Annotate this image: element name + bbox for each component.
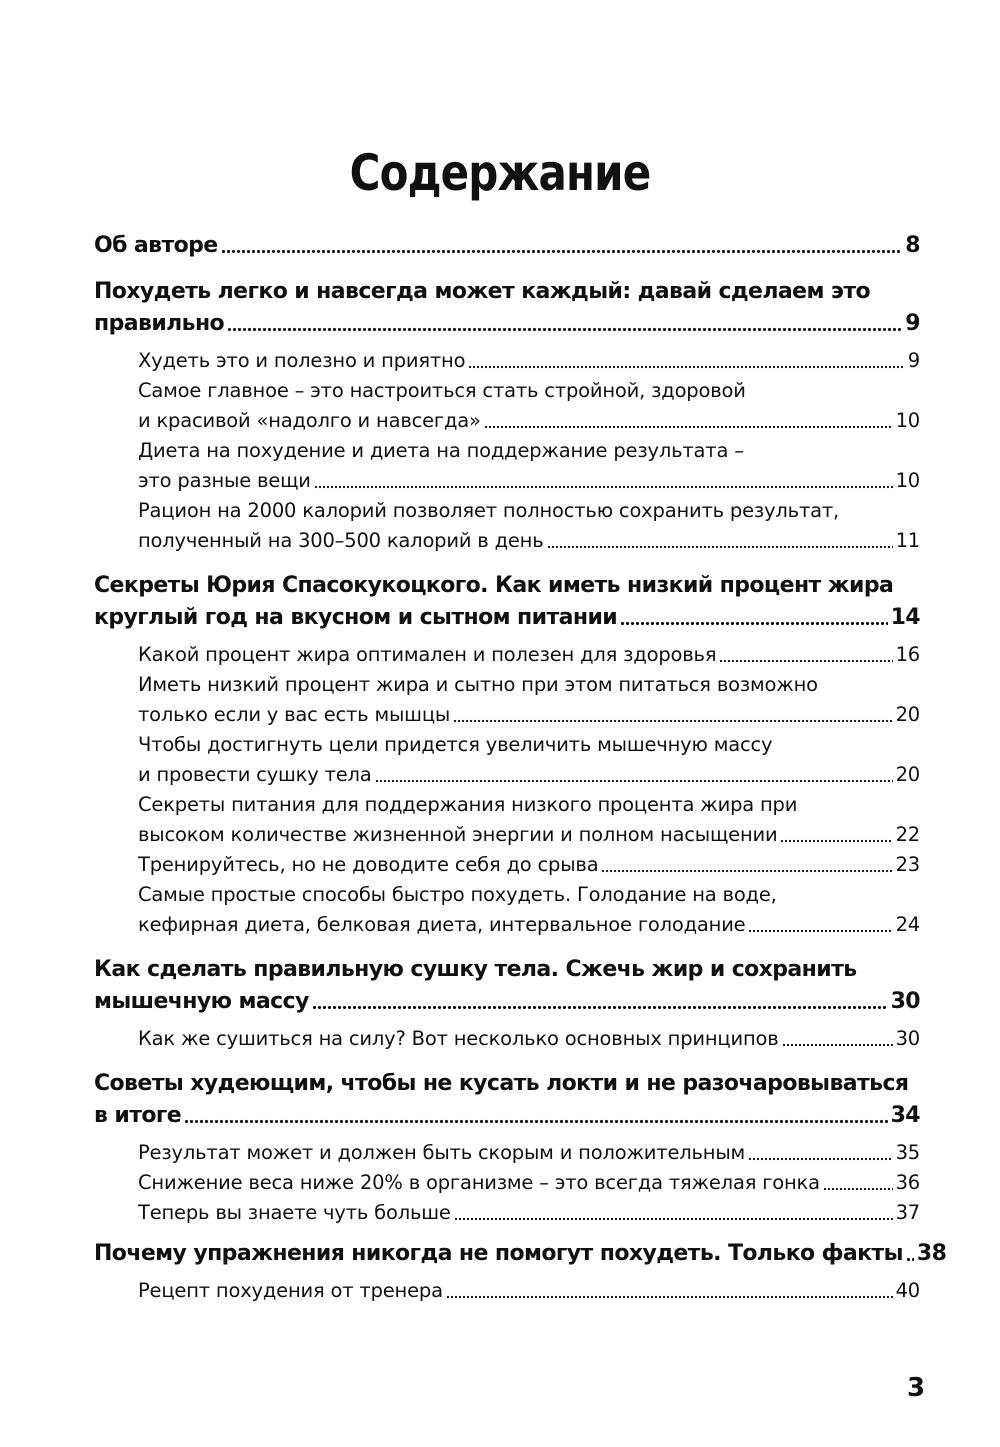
subsection-page-number: 9 [907,349,920,372]
subsection-entry [138,730,920,790]
subsection-title-text: только если у вас есть мышцы [138,703,451,726]
subsection-last-line [138,760,920,790]
subsection-entry [138,790,920,850]
subsection-last-line [138,346,920,376]
subsection-title-text: Какой процент жира оптимален и полезен для здоровья [138,643,717,666]
subsection-entry [138,670,920,730]
subsection-last-line [138,640,920,670]
page-title: Содержание [349,143,651,202]
subsection-title-line: Иметь низкий процент жира и сытно при этом питаться возможно [138,673,818,696]
chapter-page-number: 30 [890,989,920,1014]
chapter-last-line [94,1238,947,1270]
dot-leader [719,655,892,663]
chapter-page-number: 38 [916,1241,947,1266]
subsection-title-text: Рецепт похудения от тренера [138,1279,443,1302]
dot-leader [453,715,892,723]
chapter-page-number: 14 [890,605,920,630]
subsection-last-line [138,910,920,940]
dot-leader [375,775,893,783]
chapter-page-number: 9 [905,311,920,336]
chapter-title-line: Советы худеющим, чтобы не кусать локти и не разочаровываться [94,1071,909,1096]
subsection-page-number: 35 [895,1141,920,1164]
dot-leader [601,865,892,873]
subsection-entry [138,880,920,940]
subsection-entry [138,850,920,880]
dot-leader [780,835,892,843]
subsection-entry [138,1168,920,1198]
subsection-entry [138,640,920,670]
subsection-title-text: Худеть это и полезно и приятно [138,349,466,372]
subsection-page-number: 40 [895,1279,920,1302]
toc-chapter [94,1238,947,1306]
chapter-page-number: 34 [890,1103,920,1128]
subsection-last-line [138,1198,920,1228]
table-of-contents [94,230,947,1316]
subsection-page-number: 36 [895,1171,920,1194]
chapter-title-text: правильно [94,311,225,336]
chapter-title-text: Об авторе [94,233,218,258]
subsection-page-number: 37 [895,1201,920,1224]
dot-leader [547,541,893,549]
subsection-page-number: 24 [895,913,920,936]
subsection-entry [138,1276,920,1306]
subsection-entry [138,1138,920,1168]
subsection-last-line [138,850,920,880]
subsection-title-text: кефирная диета, белковая диета, интервальное голодание [138,913,746,936]
dot-leader [221,245,903,254]
toc-chapter [94,1064,920,1228]
chapter-title-text: мышечную массу [94,989,309,1014]
subsection-page-number: 11 [895,529,920,552]
subsection-page-number: 22 [895,823,920,846]
chapter-last-line [94,230,920,262]
chapter-entry [94,566,920,634]
chapter-entry [94,230,920,262]
chapter-title-line: Как сделать правильную сушку тела. Сжечь жир и сохранить [94,957,857,982]
toc-chapter [94,566,920,940]
subsection-list [94,640,920,940]
dot-leader [823,1183,893,1191]
page-number: 3 [907,1373,926,1403]
subsection-title-text: высоком количестве жизненной энергии и полном насыщении [138,823,778,846]
subsection-entry [138,496,920,556]
subsection-title-text: Теперь вы знаете чуть больше [138,1201,451,1224]
subsection-list [94,1276,920,1306]
chapter-last-line [94,602,920,634]
subsection-page-number: 10 [895,469,920,492]
dot-leader [446,1291,893,1299]
subsection-list [94,1024,920,1054]
dot-leader [468,361,904,369]
dot-leader [184,1115,888,1124]
subsection-last-line [138,466,920,496]
subsection-title-line: Рацион на 2000 калорий позволяет полностью сохранить результат, [138,499,840,522]
subsection-page-number: 10 [895,409,920,432]
dot-leader [227,323,902,332]
subsection-last-line [138,1168,920,1198]
dot-leader [748,1153,893,1161]
subsection-title-line: Самые простые способы быстро похудеть. Голодание на воде, [138,883,777,906]
subsection-title-text: и провести сушку тела [138,763,372,786]
subsection-title-line: Секреты питания для поддержания низкого процента жира при [138,793,798,816]
chapter-title-line: Похудеть легко и навсегда может каждый: давай сделаем это [94,279,871,304]
subsection-page-number: 16 [895,643,920,666]
subsection-last-line [138,1276,920,1306]
subsection-title-text: это разные вещи [138,469,311,492]
toc-chapter [94,272,920,556]
subsection-title-text: Тренируйтесь, но не доводите себя до срыва [138,853,599,876]
chapter-title-text: в итоге [94,1103,182,1128]
chapter-title-line: Секреты Юрия Спасокукоцкого. Как иметь низкий процент жира [94,573,894,598]
subsection-title-line: Самое главное – это настроиться стать стройной, здоровой [138,379,746,402]
subsection-entry [138,346,920,376]
subsection-list [94,346,920,556]
toc-chapter [94,230,920,262]
chapter-title-text: Почему упражнения никогда не помогут похудеть. Только факты [94,1241,903,1266]
chapter-entry [94,1064,920,1132]
subsection-last-line [138,1024,920,1054]
toc-chapter [94,950,920,1054]
subsection-title-text: Снижение веса ниже 20% в организме – это всегда тяжелая гонка [138,1171,820,1194]
subsection-entry [138,436,920,496]
dot-leader [314,481,893,489]
subsection-last-line [138,1138,920,1168]
subsection-entry [138,1024,920,1054]
dot-leader [748,925,892,933]
dot-leader [454,1213,893,1221]
chapter-last-line [94,1100,920,1132]
subsection-page-number: 20 [895,763,920,786]
subsection-last-line [138,700,920,730]
dot-leader [484,421,893,429]
subsection-last-line [138,526,920,556]
subsection-title-text: и красивой «надолго и навсегда» [138,409,481,432]
subsection-entry [138,1198,920,1228]
subsection-last-line [138,406,920,436]
subsection-title-line: Чтобы достигнуть цели придется увеличить мышечную массу [138,733,773,756]
subsection-last-line [138,820,920,850]
chapter-entry [94,1238,947,1270]
subsection-title-line: Диета на похудение и диета на поддержание результата – [138,439,744,462]
subsection-title-text: полученный на 300–500 калорий в день [138,529,544,552]
dot-leader [782,1039,893,1047]
chapter-page-number: 8 [905,233,920,258]
chapter-entry [94,272,920,340]
subsection-list [94,1138,920,1228]
subsection-page-number: 30 [895,1027,920,1050]
subsection-title-text: Результат может и должен быть скорым и положительным [138,1141,746,1164]
subsection-title-text: Как же сушиться на силу? Вот несколько основных принципов [138,1027,779,1050]
dot-leader [906,1253,914,1262]
subsection-entry [138,376,920,436]
chapter-title-text: круглый год на вкусном и сытном питании [94,605,618,630]
chapter-last-line [94,986,920,1018]
dot-leader [312,1001,888,1010]
chapter-last-line [94,308,920,340]
dot-leader [620,617,887,626]
subsection-page-number: 23 [895,853,920,876]
subsection-page-number: 20 [895,703,920,726]
chapter-entry [94,950,920,1018]
